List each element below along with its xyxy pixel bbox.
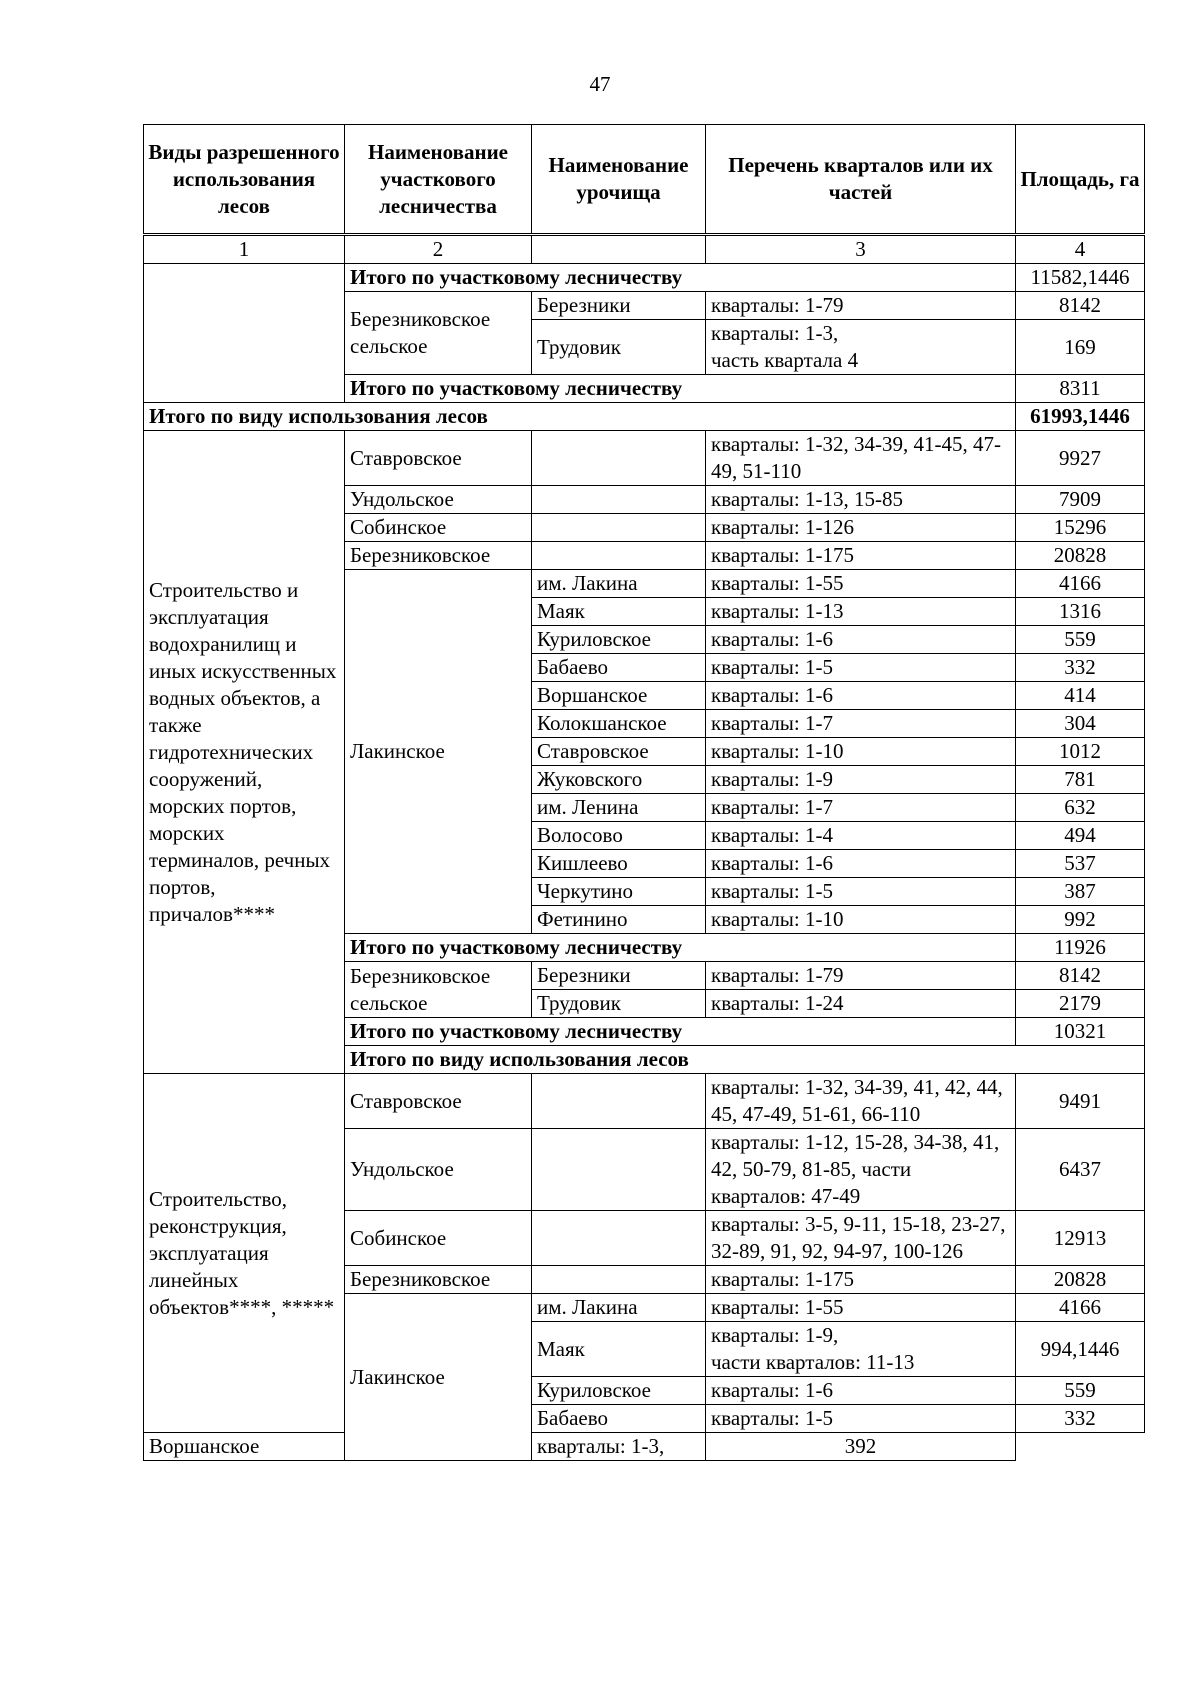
- tract-name: Трудовик: [532, 990, 706, 1018]
- forestry-name: Березниковское: [345, 542, 532, 570]
- forestry-name: Березниковское: [345, 1266, 532, 1294]
- tract-name: [532, 1266, 706, 1294]
- forest-use-table: [143, 124, 1145, 1461]
- quarters-list: кварталы: 1-13, 15-85: [706, 486, 1016, 514]
- tract-name: Березники: [532, 292, 706, 320]
- quarters-list: кварталы: 1-10: [706, 906, 1016, 934]
- quarters-list: кварталы: 1-7: [706, 794, 1016, 822]
- tract-name: Ставровское: [532, 738, 706, 766]
- area-value: 559: [1016, 626, 1145, 654]
- tract-name: Маяк: [532, 1322, 706, 1377]
- header-row: [144, 125, 1145, 235]
- forestry-name: Собинское: [345, 514, 532, 542]
- quarters-list: кварталы: 1-9,: [706, 1322, 1016, 1350]
- column-number: 3: [706, 235, 1016, 264]
- use-type-cell: Строительство и эксплуатация водохранилищ и иных искусственных водных объектов, а также гидротехнических сооружений, морских портов, морских терминалов, речных портов, причалов****: [144, 431, 345, 1074]
- column-number-row: [144, 235, 1145, 264]
- area-value: 4166: [1016, 570, 1145, 598]
- quarters-list: кварталы: 1-79: [706, 292, 1016, 320]
- quarters-list: кварталы: 1-79: [706, 962, 1016, 990]
- tract-name: Куриловское: [532, 1377, 706, 1405]
- area-value: 8311: [1016, 375, 1145, 403]
- forestry-name: Ундольское: [345, 1129, 532, 1211]
- quarters-list: кварталы: 1-7: [706, 710, 1016, 738]
- quarters-list: кварталы: 1-5: [706, 878, 1016, 906]
- tract-name: Трудовик: [532, 320, 706, 375]
- quarters-list: кварталы: 1-32, 34-39, 41-45, 47-49, 51-110: [706, 431, 1016, 486]
- area-value: 8142: [1016, 962, 1145, 990]
- quarters-list: кварталы: 1-9: [706, 766, 1016, 794]
- area-value: 20828: [1016, 542, 1145, 570]
- quarters-list: кварталы: 1-175: [706, 1266, 1016, 1294]
- forestry-name: Ундольское: [345, 486, 532, 514]
- forestry-name: Собинское: [345, 1211, 532, 1266]
- area-value: 2179: [1016, 990, 1145, 1018]
- tract-name: [532, 1211, 706, 1266]
- forestry-name: Березниковское сельское: [345, 962, 532, 1018]
- tract-name: Бабаево: [532, 654, 706, 682]
- table-row: [144, 264, 1145, 292]
- tract-name: Волосово: [532, 822, 706, 850]
- quarters-list: кварталы: 1-6: [706, 850, 1016, 878]
- header-use-type: Виды разрешенного использования лесов: [144, 125, 345, 235]
- quarters-list: кварталы: 1-10: [706, 738, 1016, 766]
- tract-name: Жуковского: [532, 766, 706, 794]
- tract-name: [532, 486, 706, 514]
- area-value: 537: [1016, 850, 1145, 878]
- quarters-list: кварталы: 1-6: [706, 1377, 1016, 1405]
- area-value: 992: [1016, 906, 1145, 934]
- area-value: 1316: [1016, 598, 1145, 626]
- tract-name: Воршанское: [532, 682, 706, 710]
- use-type-cell: [144, 264, 345, 403]
- area-value: 414: [1016, 682, 1145, 710]
- area-value: 4166: [1016, 1294, 1145, 1322]
- tract-name: Воршанское: [144, 1433, 345, 1461]
- area-value: 304: [1016, 710, 1145, 738]
- tract-name: Маяк: [532, 598, 706, 626]
- area-value: 994,1446: [1016, 1322, 1145, 1377]
- quarters-list: кварталы: 1-6: [706, 682, 1016, 710]
- quarters-list: кварталы: 1-126: [706, 514, 1016, 542]
- area-value: 7909: [1016, 486, 1145, 514]
- quarters-list: кварталы: 1-12, 15-28, 34-38, 41, 42, 50-79, 81-85, части кварталов: 47-49: [706, 1129, 1016, 1211]
- area-value: 11582,1446: [1016, 264, 1145, 292]
- area-value: 11926: [1016, 934, 1145, 962]
- quarters-list: кварталы: 3-5, 9-11, 15-18, 23-27, 32-89, 91, 92, 94-97, 100-126: [706, 1211, 1016, 1266]
- area-value: 1012: [1016, 738, 1145, 766]
- quarters-list: кварталы: 1-4: [706, 822, 1016, 850]
- tract-name: [532, 542, 706, 570]
- area-value: 9491: [1016, 1074, 1145, 1129]
- area-value: 20828: [1016, 1266, 1145, 1294]
- area-value: 10321: [1016, 1018, 1145, 1046]
- tract-name: Колокшанское: [532, 710, 706, 738]
- subtotal-label: Итого по участковому лесничеству: [345, 1018, 1016, 1046]
- area-value: 6437: [1016, 1129, 1145, 1211]
- area-value: 494: [1016, 822, 1145, 850]
- quarters-list: кварталы: 1-5: [706, 1405, 1016, 1433]
- subtotal-label: Итого по участковому лесничеству: [345, 934, 1016, 962]
- area-value: 8142: [1016, 292, 1145, 320]
- table-row: [144, 1074, 1145, 1129]
- area-value: 12913: [1016, 1211, 1145, 1266]
- column-number: [532, 235, 706, 264]
- quarters-list: часть квартала 4: [706, 347, 1016, 375]
- area-value: 15296: [1016, 514, 1145, 542]
- quarters-list: кварталы: 1-3,: [532, 1433, 706, 1461]
- quarters-list: кварталы: 1-5: [706, 654, 1016, 682]
- subtotal-label: Итого по участковому лесничеству: [345, 375, 1016, 403]
- tract-name: Черкутино: [532, 878, 706, 906]
- quarters-list: кварталы: 1-13: [706, 598, 1016, 626]
- quarters-list: части кварталов: 11-13: [706, 1349, 1016, 1377]
- total-label: Итого по виду использования лесов: [345, 1046, 1145, 1074]
- column-number: 4: [1016, 235, 1145, 264]
- header-area: Площадь, га: [1016, 125, 1145, 235]
- subtotal-label: Итого по участковому лесничеству: [345, 264, 1016, 292]
- forestry-name: Лакинское: [345, 1294, 532, 1461]
- tract-name: [532, 1074, 706, 1129]
- quarters-list: кварталы: 1-55: [706, 1294, 1016, 1322]
- quarters-list: кварталы: 1-32, 34-39, 41, 42, 44, 45, 47-49, 51-61, 66-110: [706, 1074, 1016, 1129]
- area-value: 392: [706, 1433, 1016, 1461]
- tract-name: [532, 514, 706, 542]
- page-number: 47: [589, 72, 611, 96]
- area-value: 387: [1016, 878, 1145, 906]
- tract-name: им. Лакина: [532, 1294, 706, 1322]
- area-value: 559: [1016, 1377, 1145, 1405]
- forestry-name: Лакинское: [345, 570, 532, 934]
- area-value: 9927: [1016, 431, 1145, 486]
- tract-name: Бабаево: [532, 1405, 706, 1433]
- header-quarters: Перечень кварталов или их частей: [706, 125, 1016, 235]
- forestry-name: Ставровское: [345, 1074, 532, 1129]
- tract-name: Березники: [532, 962, 706, 990]
- column-number: 2: [345, 235, 532, 264]
- tract-name: им. Ленина: [532, 794, 706, 822]
- quarters-list: кварталы: 1-3,: [706, 320, 1016, 348]
- area-value: 632: [1016, 794, 1145, 822]
- use-type-cell: Строительство, реконструкция, эксплуатация линейных объектов****, *****: [144, 1074, 345, 1433]
- forestry-name: Березниковское сельское: [345, 292, 532, 375]
- total-area: 61993,1446: [1016, 403, 1145, 431]
- area-value: 332: [1016, 1405, 1145, 1433]
- tract-name: Кишлеево: [532, 850, 706, 878]
- quarters-list: кварталы: 1-6: [706, 626, 1016, 654]
- column-number: 1: [144, 235, 345, 264]
- tract-name: [532, 431, 706, 486]
- tract-name: Куриловское: [532, 626, 706, 654]
- forestry-name: Ставровское: [345, 431, 532, 486]
- tract-name: им. Лакина: [532, 570, 706, 598]
- tract-name: [532, 1129, 706, 1211]
- table-row: [144, 431, 1145, 486]
- table-row: [144, 403, 1145, 431]
- quarters-list: кварталы: 1-55: [706, 570, 1016, 598]
- quarters-list: кварталы: 1-175: [706, 542, 1016, 570]
- table-row: [144, 1433, 1145, 1461]
- quarters-list: кварталы: 1-24: [706, 990, 1016, 1018]
- tract-name: Фетинино: [532, 906, 706, 934]
- area-value: 332: [1016, 654, 1145, 682]
- header-forestry: Наименование участкового лесничества: [345, 125, 532, 235]
- area-value: 169: [1016, 320, 1145, 375]
- area-value: 781: [1016, 766, 1145, 794]
- total-label: Итого по виду использования лесов: [144, 403, 1016, 431]
- header-tract: Наименование урочища: [532, 125, 706, 235]
